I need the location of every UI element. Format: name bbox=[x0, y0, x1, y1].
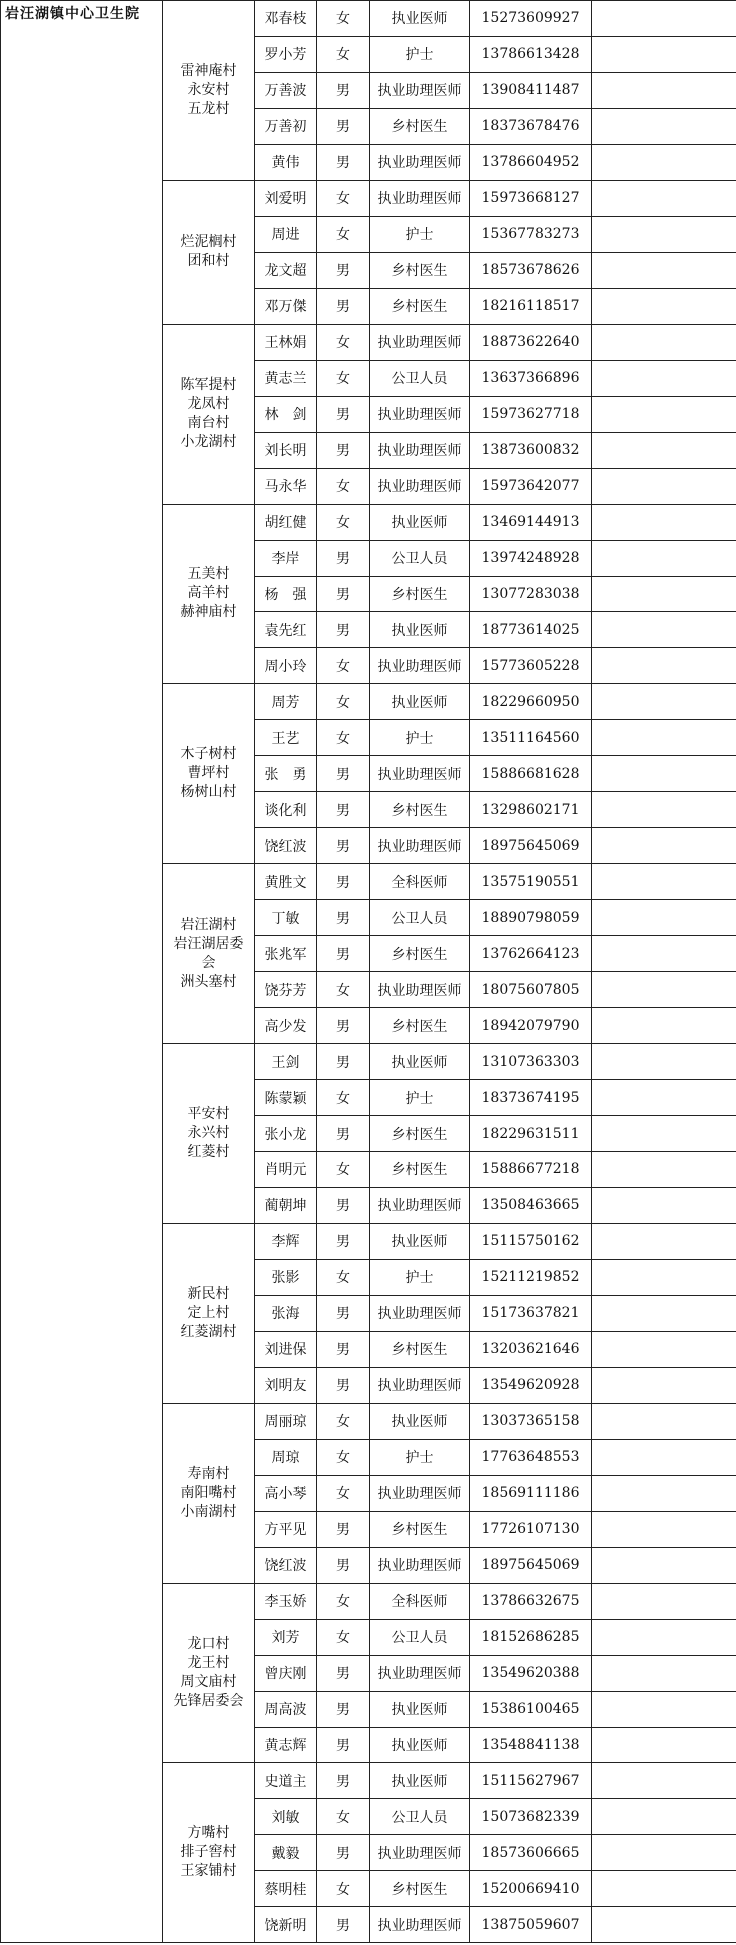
empty-cell bbox=[592, 504, 736, 540]
staff-name: 万善波 bbox=[255, 72, 317, 108]
empty-cell bbox=[592, 1, 736, 37]
staff-role: 执业助理医师 bbox=[370, 1907, 470, 1943]
staff-name: 谈化利 bbox=[255, 792, 317, 828]
staff-name: 杨 强 bbox=[255, 576, 317, 612]
staff-name: 袁先红 bbox=[255, 612, 317, 648]
staff-phone: 18229631511 bbox=[470, 1116, 592, 1152]
staff-role: 执业助理医师 bbox=[370, 432, 470, 468]
staff-gender: 男 bbox=[317, 72, 370, 108]
staff-name: 黄伟 bbox=[255, 144, 317, 180]
staff-gender: 男 bbox=[317, 396, 370, 432]
staff-gender: 男 bbox=[317, 864, 370, 900]
staff-gender: 女 bbox=[317, 216, 370, 252]
empty-cell bbox=[592, 828, 736, 864]
villages-cell: 陈军提村 龙凤村 南台村 小龙湖村 bbox=[163, 324, 255, 504]
staff-name: 万善初 bbox=[255, 108, 317, 144]
staff-name: 周小玲 bbox=[255, 648, 317, 684]
staff-phone: 18975645069 bbox=[470, 828, 592, 864]
staff-gender: 男 bbox=[317, 792, 370, 828]
staff-role: 执业助理医师 bbox=[370, 1367, 470, 1403]
staff-name: 张小龙 bbox=[255, 1116, 317, 1152]
staff-phone: 18373678476 bbox=[470, 108, 592, 144]
empty-cell bbox=[592, 1367, 736, 1403]
empty-cell bbox=[592, 720, 736, 756]
staff-name: 蔺朝坤 bbox=[255, 1187, 317, 1223]
empty-cell bbox=[592, 1547, 736, 1583]
staff-name: 饶芬芳 bbox=[255, 972, 317, 1008]
empty-cell bbox=[592, 1008, 736, 1044]
staff-role: 乡村医生 bbox=[370, 1871, 470, 1907]
staff-name: 刘爱明 bbox=[255, 180, 317, 216]
staff-gender: 男 bbox=[317, 1835, 370, 1871]
empty-cell bbox=[592, 792, 736, 828]
staff-name: 张 勇 bbox=[255, 756, 317, 792]
staff-gender: 女 bbox=[317, 1403, 370, 1439]
staff-role: 执业助理医师 bbox=[370, 468, 470, 504]
staff-role: 执业助理医师 bbox=[370, 72, 470, 108]
villages-cell: 烂泥榈村 团和村 bbox=[163, 180, 255, 324]
staff-gender: 女 bbox=[317, 648, 370, 684]
staff-gender: 男 bbox=[317, 576, 370, 612]
empty-cell bbox=[592, 1691, 736, 1727]
staff-name: 胡红健 bbox=[255, 504, 317, 540]
empty-cell bbox=[592, 1583, 736, 1619]
staff-phone: 13511164560 bbox=[470, 720, 592, 756]
empty-cell bbox=[592, 1871, 736, 1907]
staff-gender: 男 bbox=[317, 1331, 370, 1367]
staff-phone: 13107363303 bbox=[470, 1044, 592, 1080]
staff-gender: 男 bbox=[317, 612, 370, 648]
staff-phone: 18873622640 bbox=[470, 324, 592, 360]
staff-name: 周高波 bbox=[255, 1691, 317, 1727]
staff-name: 王艺 bbox=[255, 720, 317, 756]
staff-phone: 13575190551 bbox=[470, 864, 592, 900]
staff-phone: 15173637821 bbox=[470, 1295, 592, 1331]
empty-cell bbox=[592, 648, 736, 684]
staff-role: 乡村医生 bbox=[370, 1511, 470, 1547]
empty-cell bbox=[592, 936, 736, 972]
staff-role: 执业医师 bbox=[370, 1763, 470, 1799]
staff-role: 执业医师 bbox=[370, 1044, 470, 1080]
staff-role: 乡村医生 bbox=[370, 1008, 470, 1044]
villages-cell: 雷神庵村 永安村 五龙村 bbox=[163, 1, 255, 181]
staff-phone: 13762664123 bbox=[470, 936, 592, 972]
staff-role: 乡村医生 bbox=[370, 1152, 470, 1188]
empty-cell bbox=[592, 576, 736, 612]
staff-gender: 女 bbox=[317, 1439, 370, 1475]
staff-name: 肖明元 bbox=[255, 1152, 317, 1188]
staff-gender: 男 bbox=[317, 1727, 370, 1763]
staff-gender: 男 bbox=[317, 108, 370, 144]
staff-phone: 15211219852 bbox=[470, 1259, 592, 1295]
staff-phone: 13908411487 bbox=[470, 72, 592, 108]
empty-cell bbox=[592, 360, 736, 396]
staff-role: 护士 bbox=[370, 36, 470, 72]
empty-cell bbox=[592, 252, 736, 288]
table-row bbox=[1, 1, 736, 37]
empty-cell bbox=[592, 216, 736, 252]
staff-gender: 男 bbox=[317, 1763, 370, 1799]
empty-cell bbox=[592, 1475, 736, 1511]
empty-cell bbox=[592, 1152, 736, 1188]
staff-gender: 男 bbox=[317, 1295, 370, 1331]
staff-gender: 男 bbox=[317, 756, 370, 792]
staff-name: 黄志兰 bbox=[255, 360, 317, 396]
staff-gender: 女 bbox=[317, 1619, 370, 1655]
staff-gender: 女 bbox=[317, 1080, 370, 1116]
staff-role: 乡村医生 bbox=[370, 576, 470, 612]
staff-name: 马永华 bbox=[255, 468, 317, 504]
staff-phone: 15973627718 bbox=[470, 396, 592, 432]
staff-name: 刘敏 bbox=[255, 1799, 317, 1835]
staff-gender: 男 bbox=[317, 288, 370, 324]
staff-phone: 18373674195 bbox=[470, 1080, 592, 1116]
staff-gender: 女 bbox=[317, 684, 370, 720]
staff-gender: 女 bbox=[317, 324, 370, 360]
staff-phone: 15386100465 bbox=[470, 1691, 592, 1727]
staff-gender: 女 bbox=[317, 1, 370, 37]
staff-gender: 男 bbox=[317, 1691, 370, 1727]
staff-phone: 15200669410 bbox=[470, 1871, 592, 1907]
staff-gender: 女 bbox=[317, 1799, 370, 1835]
villages-cell: 方嘴村 排子窖村 王家铺村 bbox=[163, 1763, 255, 1943]
staff-role: 乡村医生 bbox=[370, 288, 470, 324]
staff-gender: 男 bbox=[317, 1223, 370, 1259]
staff-role: 执业助理医师 bbox=[370, 972, 470, 1008]
empty-cell bbox=[592, 1439, 736, 1475]
empty-cell bbox=[592, 324, 736, 360]
staff-phone: 13786632675 bbox=[470, 1583, 592, 1619]
staff-role: 公卫人员 bbox=[370, 1799, 470, 1835]
staff-gender: 男 bbox=[317, 900, 370, 936]
staff-gender: 女 bbox=[317, 1259, 370, 1295]
staff-gender: 男 bbox=[317, 1511, 370, 1547]
empty-cell bbox=[592, 1799, 736, 1835]
staff-name: 罗小芳 bbox=[255, 36, 317, 72]
staff-phone: 13637366896 bbox=[470, 360, 592, 396]
empty-cell bbox=[592, 1331, 736, 1367]
staff-role: 执业医师 bbox=[370, 684, 470, 720]
staff-phone: 13548841138 bbox=[470, 1727, 592, 1763]
staff-role: 执业助理医师 bbox=[370, 1295, 470, 1331]
staff-role: 执业医师 bbox=[370, 1403, 470, 1439]
staff-role: 执业助理医师 bbox=[370, 828, 470, 864]
empty-cell bbox=[592, 108, 736, 144]
staff-gender: 男 bbox=[317, 1044, 370, 1080]
empty-cell bbox=[592, 1044, 736, 1080]
staff-name: 史道主 bbox=[255, 1763, 317, 1799]
staff-phone: 17763648553 bbox=[470, 1439, 592, 1475]
staff-gender: 男 bbox=[317, 540, 370, 576]
staff-role: 乡村医生 bbox=[370, 936, 470, 972]
staff-name: 王剑 bbox=[255, 1044, 317, 1080]
staff-name: 邓春枝 bbox=[255, 1, 317, 37]
villages-cell: 平安村 永兴村 红菱村 bbox=[163, 1044, 255, 1224]
staff-phone: 15886677218 bbox=[470, 1152, 592, 1188]
staff-role: 护士 bbox=[370, 720, 470, 756]
staff-role: 公卫人员 bbox=[370, 360, 470, 396]
empty-cell bbox=[592, 432, 736, 468]
empty-cell bbox=[592, 1187, 736, 1223]
staff-phone: 18152686285 bbox=[470, 1619, 592, 1655]
staff-role: 执业助理医师 bbox=[370, 1547, 470, 1583]
empty-cell bbox=[592, 972, 736, 1008]
empty-cell bbox=[592, 864, 736, 900]
staff-gender: 女 bbox=[317, 504, 370, 540]
staff-name: 戴毅 bbox=[255, 1835, 317, 1871]
villages-cell: 岩汪湖村 岩汪湖居委 会 洲头塞村 bbox=[163, 864, 255, 1044]
staff-role: 护士 bbox=[370, 1439, 470, 1475]
staff-phone: 18573606665 bbox=[470, 1835, 592, 1871]
staff-name: 王林娟 bbox=[255, 324, 317, 360]
staff-gender: 男 bbox=[317, 432, 370, 468]
empty-cell bbox=[592, 1619, 736, 1655]
empty-cell bbox=[592, 1116, 736, 1152]
villages-cell: 龙口村 龙王村 周文庙村 先锋居委会 bbox=[163, 1583, 255, 1763]
empty-cell bbox=[592, 900, 736, 936]
staff-phone: 13873600832 bbox=[470, 432, 592, 468]
staff-name: 李玉娇 bbox=[255, 1583, 317, 1619]
staff-name: 黄志辉 bbox=[255, 1727, 317, 1763]
staff-role: 执业医师 bbox=[370, 1727, 470, 1763]
staff-name: 刘进保 bbox=[255, 1331, 317, 1367]
staff-phone: 13037365158 bbox=[470, 1403, 592, 1439]
staff-gender: 女 bbox=[317, 1871, 370, 1907]
staff-name: 高少发 bbox=[255, 1008, 317, 1044]
staff-role: 乡村医生 bbox=[370, 252, 470, 288]
staff-phone: 18075607805 bbox=[470, 972, 592, 1008]
empty-cell bbox=[592, 1655, 736, 1691]
staff-name: 张兆军 bbox=[255, 936, 317, 972]
staff-phone: 13786604952 bbox=[470, 144, 592, 180]
empty-cell bbox=[592, 36, 736, 72]
staff-gender: 女 bbox=[317, 360, 370, 396]
staff-gender: 女 bbox=[317, 468, 370, 504]
staff-name: 黄胜文 bbox=[255, 864, 317, 900]
staff-gender: 男 bbox=[317, 828, 370, 864]
staff-name: 周进 bbox=[255, 216, 317, 252]
staff-name: 高小琴 bbox=[255, 1475, 317, 1511]
staff-name: 刘长明 bbox=[255, 432, 317, 468]
staff-gender: 女 bbox=[317, 972, 370, 1008]
staff-role: 护士 bbox=[370, 1080, 470, 1116]
villages-cell: 五美村 高羊村 赫神庙村 bbox=[163, 504, 255, 684]
staff-gender: 男 bbox=[317, 1655, 370, 1691]
staff-role: 执业助理医师 bbox=[370, 1655, 470, 1691]
staff-name: 方平见 bbox=[255, 1511, 317, 1547]
empty-cell bbox=[592, 72, 736, 108]
staff-phone: 13549620928 bbox=[470, 1367, 592, 1403]
staff-role: 执业助理医师 bbox=[370, 1475, 470, 1511]
empty-cell bbox=[592, 756, 736, 792]
staff-role: 执业医师 bbox=[370, 1, 470, 37]
empty-cell bbox=[592, 1295, 736, 1331]
staff-phone: 13077283038 bbox=[470, 576, 592, 612]
empty-cell bbox=[592, 468, 736, 504]
staff-phone: 15973642077 bbox=[470, 468, 592, 504]
empty-cell bbox=[592, 1223, 736, 1259]
staff-phone: 17726107130 bbox=[470, 1511, 592, 1547]
staff-phone: 15115750162 bbox=[470, 1223, 592, 1259]
staff-gender: 男 bbox=[317, 1367, 370, 1403]
staff-phone: 13298602171 bbox=[470, 792, 592, 828]
staff-phone: 18890798059 bbox=[470, 900, 592, 936]
empty-cell bbox=[592, 396, 736, 432]
empty-cell bbox=[592, 1763, 736, 1799]
staff-name: 饶红波 bbox=[255, 1547, 317, 1583]
staff-role: 乡村医生 bbox=[370, 1331, 470, 1367]
staff-phone: 18573678626 bbox=[470, 252, 592, 288]
empty-cell bbox=[592, 1511, 736, 1547]
staff-role: 乡村医生 bbox=[370, 792, 470, 828]
staff-phone: 18216118517 bbox=[470, 288, 592, 324]
staff-name: 周丽琼 bbox=[255, 1403, 317, 1439]
staff-role: 执业助理医师 bbox=[370, 648, 470, 684]
staff-role: 执业助理医师 bbox=[370, 1187, 470, 1223]
staff-gender: 男 bbox=[317, 936, 370, 972]
roster-body bbox=[1, 1, 736, 1943]
staff-phone: 15367783273 bbox=[470, 216, 592, 252]
villages-cell: 新民村 定上村 红菱湖村 bbox=[163, 1223, 255, 1403]
staff-role: 执业医师 bbox=[370, 612, 470, 648]
empty-cell bbox=[592, 288, 736, 324]
staff-role: 全科医师 bbox=[370, 864, 470, 900]
staff-phone: 18975645069 bbox=[470, 1547, 592, 1583]
staff-phone: 15115627967 bbox=[470, 1763, 592, 1799]
staff-phone: 18229660950 bbox=[470, 684, 592, 720]
villages-cell: 寿南村 南阳嘴村 小南湖村 bbox=[163, 1403, 255, 1583]
staff-phone: 18773614025 bbox=[470, 612, 592, 648]
staff-role: 执业医师 bbox=[370, 504, 470, 540]
staff-name: 张影 bbox=[255, 1259, 317, 1295]
staff-name: 曾庆刚 bbox=[255, 1655, 317, 1691]
staff-name: 刘芳 bbox=[255, 1619, 317, 1655]
staff-name: 龙文超 bbox=[255, 252, 317, 288]
staff-name: 周琼 bbox=[255, 1439, 317, 1475]
staff-phone: 15886681628 bbox=[470, 756, 592, 792]
staff-gender: 男 bbox=[317, 1008, 370, 1044]
staff-role: 护士 bbox=[370, 216, 470, 252]
empty-cell bbox=[592, 612, 736, 648]
staff-role: 公卫人员 bbox=[370, 1619, 470, 1655]
staff-phone: 13786613428 bbox=[470, 36, 592, 72]
staff-name: 刘明友 bbox=[255, 1367, 317, 1403]
staff-gender: 女 bbox=[317, 720, 370, 756]
staff-gender: 女 bbox=[317, 180, 370, 216]
empty-cell bbox=[592, 1259, 736, 1295]
staff-phone: 15273609927 bbox=[470, 1, 592, 37]
staff-gender: 男 bbox=[317, 1116, 370, 1152]
empty-cell bbox=[592, 144, 736, 180]
staff-gender: 女 bbox=[317, 1475, 370, 1511]
staff-name: 李辉 bbox=[255, 1223, 317, 1259]
staff-name: 林 剑 bbox=[255, 396, 317, 432]
staff-phone: 13508463665 bbox=[470, 1187, 592, 1223]
staff-gender: 男 bbox=[317, 252, 370, 288]
staff-phone: 13875059607 bbox=[470, 1907, 592, 1943]
staff-phone: 13469144913 bbox=[470, 504, 592, 540]
staff-phone: 18942079790 bbox=[470, 1008, 592, 1044]
staff-gender: 女 bbox=[317, 36, 370, 72]
staff-name: 张海 bbox=[255, 1295, 317, 1331]
staff-name: 丁敏 bbox=[255, 900, 317, 936]
staff-role: 执业助理医师 bbox=[370, 144, 470, 180]
staff-gender: 女 bbox=[317, 1583, 370, 1619]
staff-phone: 15773605228 bbox=[470, 648, 592, 684]
staff-name: 李岸 bbox=[255, 540, 317, 576]
staff-phone: 15973668127 bbox=[470, 180, 592, 216]
staff-name: 陈蒙颖 bbox=[255, 1080, 317, 1116]
staff-phone: 18569111186 bbox=[470, 1475, 592, 1511]
empty-cell bbox=[592, 1080, 736, 1116]
empty-cell bbox=[592, 1835, 736, 1871]
staff-gender: 男 bbox=[317, 1547, 370, 1583]
staff-gender: 女 bbox=[317, 1152, 370, 1188]
staff-name: 饶红波 bbox=[255, 828, 317, 864]
staff-phone: 15073682339 bbox=[470, 1799, 592, 1835]
staff-role: 执业助理医师 bbox=[370, 756, 470, 792]
staff-role: 执业医师 bbox=[370, 1691, 470, 1727]
staff-role: 乡村医生 bbox=[370, 1116, 470, 1152]
staff-role: 执业助理医师 bbox=[370, 324, 470, 360]
staff-name: 周芳 bbox=[255, 684, 317, 720]
staff-role: 执业助理医师 bbox=[370, 1835, 470, 1871]
empty-cell bbox=[592, 540, 736, 576]
staff-gender: 男 bbox=[317, 1187, 370, 1223]
staff-role: 执业助理医师 bbox=[370, 180, 470, 216]
staff-role: 执业助理医师 bbox=[370, 396, 470, 432]
staff-name: 邓万傑 bbox=[255, 288, 317, 324]
empty-cell bbox=[592, 180, 736, 216]
staff-phone: 13549620388 bbox=[470, 1655, 592, 1691]
empty-cell bbox=[592, 684, 736, 720]
staff-gender: 男 bbox=[317, 144, 370, 180]
empty-cell bbox=[592, 1403, 736, 1439]
staff-role: 执业医师 bbox=[370, 1223, 470, 1259]
staff-role: 护士 bbox=[370, 1259, 470, 1295]
empty-cell bbox=[592, 1727, 736, 1763]
empty-cell bbox=[592, 1907, 736, 1943]
organization-name: 岩汪湖镇中心卫生院 bbox=[1, 1, 163, 1943]
staff-role: 全科医师 bbox=[370, 1583, 470, 1619]
staff-role: 乡村医生 bbox=[370, 108, 470, 144]
staff-role: 公卫人员 bbox=[370, 540, 470, 576]
staff-name: 蔡明桂 bbox=[255, 1871, 317, 1907]
staff-role: 公卫人员 bbox=[370, 900, 470, 936]
staff-gender: 男 bbox=[317, 1907, 370, 1943]
villages-cell: 木子树村 曹坪村 杨树山村 bbox=[163, 684, 255, 864]
staff-name: 饶新明 bbox=[255, 1907, 317, 1943]
staff-phone: 13974248928 bbox=[470, 540, 592, 576]
staff-phone: 13203621646 bbox=[470, 1331, 592, 1367]
